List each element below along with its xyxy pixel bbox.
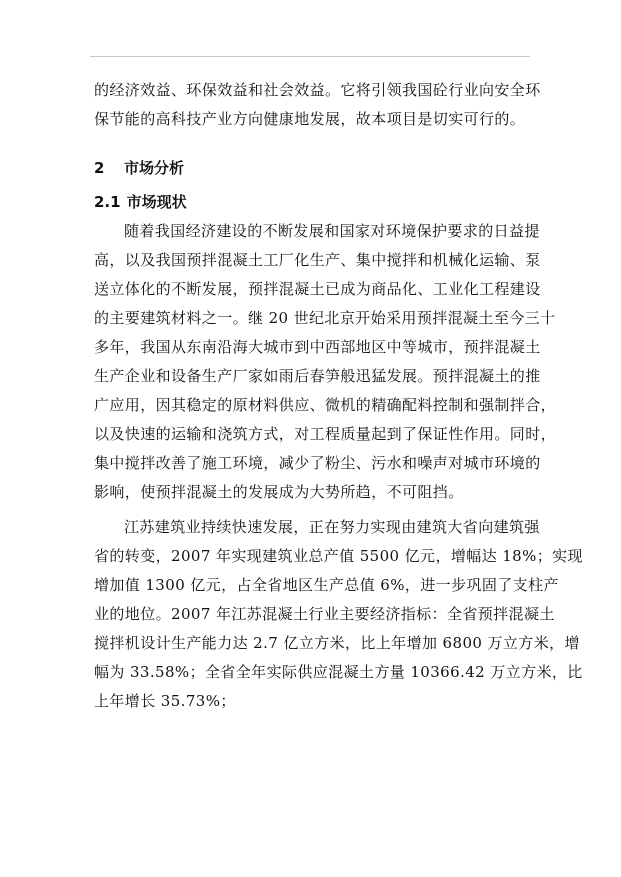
text-line: 集中搅拌改善了施工环境，减少了粉尘、污水和噪声对城市环境的 — [94, 454, 541, 472]
text-line: 业的地位。2007 年江苏混凝土行业主要经济指标：全省预拌混凝土 — [94, 605, 555, 623]
section-title: 市场分析 — [124, 159, 185, 177]
subsection-title: 市场现状 — [126, 193, 187, 211]
page-content — [94, 76, 583, 716]
section-number: 2 — [94, 159, 105, 177]
paragraph-market-development — [94, 217, 557, 507]
text-line: 的主要建筑材料之一。继 20 世纪北京开始采用预拌混凝土至今三十 — [94, 309, 556, 327]
text-line: 的经济效益、环保效益和社会效益。它将引领我国砼行业向安全环 — [94, 81, 541, 99]
section-heading — [94, 154, 526, 183]
text-line: 高，以及我国预拌混凝土工厂化生产、集中搅拌和机械化运输、泵 — [94, 251, 541, 269]
header-divider — [90, 56, 530, 57]
text-line: 广应用，因其稳定的原材料供应、微机的精确配料控制和强制拌合， — [94, 396, 557, 414]
subsection-number: 2.1 — [94, 193, 121, 211]
text-line: 以及快速的运输和浇筑方式，对工程质量起到了保证性作用。同时， — [94, 425, 557, 443]
paragraph-jiangsu-statistics — [94, 513, 583, 716]
text-line: 随着我国经济建设的不断发展和国家对环境保护要求的日益提 — [124, 222, 540, 240]
text-line: 江苏建筑业持续快速发展，正在努力实现由建筑大省向建筑强 — [124, 518, 540, 536]
text-line: 保节能的高科技产业方向健康地发展，故本项目是切实可行的。 — [94, 110, 526, 128]
text-line: 生产企业和设备生产厂家如雨后春笋般迅猛发展。预拌混凝土的推 — [94, 367, 541, 385]
text-line: 搅拌机设计生产能力达 2.7 亿立方米，比上年增加 6800 万立方米，增 — [94, 634, 580, 652]
text-line: 幅为 33.58%；全省全年实际供应混凝土方量 10366.42 万立方米，比 — [94, 663, 583, 681]
text-line: 省的转变，2007 年实现建筑业总产值 5500 亿元，增幅达 18%；实现 — [94, 547, 583, 565]
text-line: 多年，我国从东南沿海大城市到中西部地区中等城市，预拌混凝土 — [94, 338, 541, 356]
intro-paragraph — [94, 76, 541, 134]
text-line: 上年增长 35.73%； — [94, 692, 236, 710]
text-line: 影响，使预拌混凝土的发展成为大势所趋，不可阻挡。 — [94, 483, 464, 501]
text-line: 送立体化的不断发展，预拌混凝土已成为商品化、工业化工程建设 — [94, 280, 541, 298]
subsection-heading — [94, 188, 526, 217]
text-line: 增加值 1300 亿元，占全省地区生产总值 6%，进一步巩固了支柱产 — [94, 576, 559, 594]
